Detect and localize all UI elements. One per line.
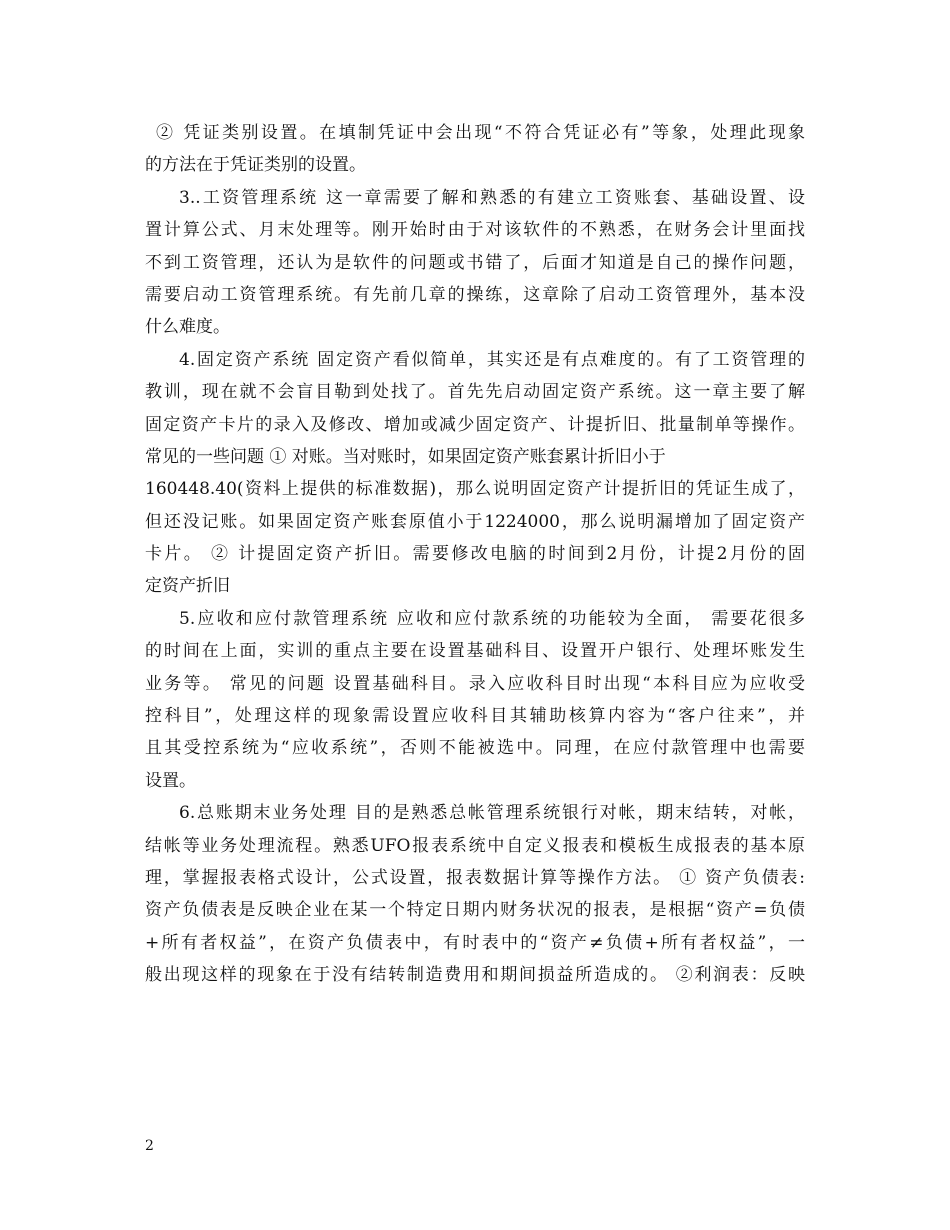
text-line: 且其受控系统为“应收系统”，否则不能被选中。同理，在应付款管理中也需要 bbox=[145, 738, 805, 759]
text-line: +所有者权益”，在资产负债表中，有时表中的“资产≠负债+所有者权益”，一 bbox=[145, 932, 805, 953]
text-line: 什么难度。 bbox=[145, 317, 230, 338]
text-line: 需要启动工资管理系统。有先前几章的操练，这章除了启动工资管理外，基本没 bbox=[145, 284, 805, 305]
text-line: 5.应收和应付款管理系统 应收和应付款系统的功能较为全面， 需要花很多 bbox=[179, 608, 805, 629]
text-line: 但还没记账。如果固定资产账套原值小于1224000，那么说明漏增加了固定资产 bbox=[145, 511, 805, 532]
text-line: 的时间在上面，实训的重点主要在设置基础科目、设置开户银行、处理坏账发生 bbox=[145, 641, 805, 662]
text-line: 置计算公式、月末处理等。刚开始时由于对该软件的不熟悉，在财务会计里面找 bbox=[145, 220, 805, 241]
text-line: 定资产折旧 bbox=[145, 576, 230, 597]
text-line: 6.总账期末业务处理 目的是熟悉总帐管理系统银行对帐，期末结转，对帐， bbox=[179, 803, 805, 824]
text-line: 理，掌握报表格式设计，公式设置，报表数据计算等操作方法。 ① 资产负债表: bbox=[145, 867, 805, 888]
text-line: 3..工资管理系统 这一章需要了解和熟悉的有建立工资账套、基础设置、设 bbox=[179, 187, 805, 208]
text-line: 结帐等业务处理流程。熟悉UFO报表系统中自定义报表和模板生成报表的基本原 bbox=[145, 835, 805, 856]
text-line: 常见的一些问题 ① 对账。当对账时，如果固定资产账套累计折旧小于 bbox=[145, 446, 666, 467]
text-line: 固定资产卡片的录入及修改、增加或减少固定资产、计提折旧、批量制单等操作。 bbox=[145, 414, 805, 435]
text-line: 卡片。 ② 计提固定资产折旧。需要修改电脑的时间到2月份，计提2月份的固 bbox=[145, 544, 805, 565]
page-number: 2 bbox=[145, 1138, 154, 1154]
text-line: 控科目”，处理这样的现象需设置应收科目其辅助核算内容为“客户往来”，并 bbox=[145, 706, 805, 727]
text-line: 4.固定资产系统 固定资产看似简单，其实还是有点难度的。有了工资管理的 bbox=[179, 349, 805, 370]
text-line: 160448.40(资料上提供的标准数据)，那么说明固定资产计提折旧的凭证生成了， bbox=[145, 479, 805, 500]
text-line: 设置。 bbox=[145, 770, 196, 791]
text-line: 般出现这样的现象在于没有结转制造费用和期间损益所造成的。 ②利润表：反映 bbox=[145, 965, 805, 986]
text-line: 教训，现在就不会盲目勒到处找了。首先先启动固定资产系统。这一章主要了解 bbox=[145, 382, 805, 403]
text-line: 业务等。 常见的问题 设置基础科目。录入应收科目时出现“本科目应为应收受 bbox=[145, 673, 805, 694]
body-text bbox=[145, 117, 805, 992]
text-line: ② 凭证类别设置。在填制凭证中会出现“不符合凭证必有”等象，处理此现象 bbox=[156, 123, 805, 143]
text-line: 不到工资管理，还认为是软件的问题或书错了，后面才知道是自己的操作问题， bbox=[145, 252, 805, 273]
text-line: 资产负债表是反映企业在某一个特定日期内财务状况的报表，是根据“资产=负债 bbox=[145, 900, 805, 921]
text-line: 的方法在于凭证类别的设置。 bbox=[145, 155, 366, 176]
